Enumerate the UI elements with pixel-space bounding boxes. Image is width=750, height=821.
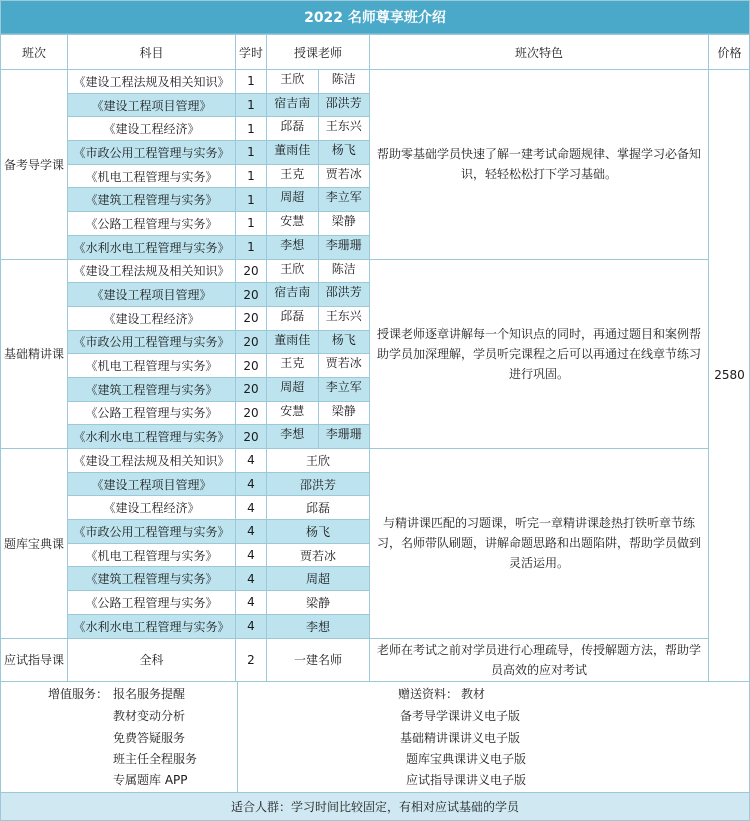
teacher-cell [267,377,370,401]
teacher-cell [267,93,370,117]
teacher-cell [267,401,370,425]
service-item: 班主任全程服务 [113,752,198,766]
gift-item: 题库宝典课讲义电子版 [406,752,527,766]
teacher-cell [267,330,370,354]
hours-cell: 1 [236,117,267,141]
hours-cell: 1 [236,188,267,212]
subject-cell: 《建筑工程管理与实务》 [68,567,236,591]
hours-cell: 1 [236,141,267,165]
subject-cell: 《水利水电工程管理与实务》 [68,235,236,259]
extras-section [0,682,750,792]
teacher-cell [267,354,370,378]
hours-cell: 1 [236,212,267,236]
teacher-cell: 邵洪芳 [267,472,370,496]
teacher-pair [267,236,369,259]
hours-cell: 1 [236,70,267,94]
subject-cell: 全科 [68,638,236,681]
gift-item: 基础精讲课讲义电子版 [400,731,521,745]
gift-item: 备考导学课讲义电子版 [400,709,521,723]
subject-cell: 《市政公用工程管理与实务》 [68,520,236,544]
teacher-pair [267,260,369,283]
teacher-cell: 一建名师 [267,638,370,681]
hours-cell: 4 [236,520,267,544]
extras-divider [237,682,238,792]
class-features: 授课老师逐章讲解每一个知识点的同时，再通过题目和案例帮助学员加深理解，学员听完课程之后可以再通过在线章节练习进行巩固。 [370,259,709,449]
subject-cell: 《建设工程项目管理》 [68,283,236,307]
teacher-name: 王克 [280,166,305,181]
class-features: 老师在考试之前对学员进行心理疏导，传授解题方法，帮助学员高效的应对考试 [370,638,709,681]
teacher-pair [267,378,369,401]
hours-cell: 1 [236,235,267,259]
hours-cell: 1 [236,93,267,117]
gift-item: 教材 [461,687,486,701]
teacher-name: 李立军 [318,378,370,401]
table-row [1,70,750,94]
teacher-cell [267,141,370,165]
page-title: 2022 名师尊享班介绍 [0,0,750,34]
teacher-pair [267,283,369,306]
subject-cell: 《公路工程管理与实务》 [68,212,236,236]
hours-cell: 4 [236,543,267,567]
teacher-cell [267,188,370,212]
service-item: 教材变动分析 [113,709,186,723]
subject-cell: 《建设工程经济》 [68,496,236,520]
teacher-cell: 李想 [267,614,370,638]
teacher-name: 邱磊 [280,119,305,134]
subject-cell: 《水利水电工程管理与实务》 [68,614,236,638]
teacher-cell [267,70,370,94]
teacher-pair [267,212,369,235]
teacher-cell [267,164,370,188]
hours-cell: 20 [236,283,267,307]
hours-cell: 4 [236,496,267,520]
service-item: 免费答疑服务 [113,731,186,745]
subject-cell: 《市政公用工程管理与实务》 [68,141,236,165]
teacher-name: 邵洪芳 [318,283,370,306]
subject-cell: 《建设工程经济》 [68,306,236,330]
teacher-name: 邱磊 [280,308,305,323]
class-name: 题库宝典课 [1,449,68,639]
teacher-name: 王欣 [280,72,305,86]
header-hours: 学时 [236,35,267,70]
teacher-name: 杨飞 [318,331,370,354]
teacher-name: 王克 [280,356,305,371]
hours-cell: 20 [236,259,267,283]
teacher-name: 杨飞 [318,141,370,164]
teacher-cell [267,306,370,330]
teacher-name: 李珊珊 [318,236,370,259]
hours-cell: 2 [236,638,267,681]
hours-cell: 20 [236,354,267,378]
teacher-pair [267,354,369,377]
teacher-name: 宿吉南 [274,285,311,300]
hours-cell: 20 [236,306,267,330]
gift-item: 应试指导课讲义电子版 [406,773,527,787]
teacher-name: 李想 [280,237,305,252]
hours-cell: 4 [236,614,267,638]
hours-cell: 20 [236,330,267,354]
subject-cell: 《建筑工程管理与实务》 [68,188,236,212]
header-price: 价格 [709,35,750,70]
service-item: 专属题库 APP [113,773,188,787]
teacher-name: 梁静 [318,402,370,425]
class-name: 基础精讲课 [1,259,68,449]
table-header [1,35,750,70]
subject-cell: 《市政公用工程管理与实务》 [68,330,236,354]
subject-cell: 《建设工程法规及相关知识》 [68,70,236,94]
teacher-name: 董雨佳 [274,143,311,158]
teacher-cell [267,212,370,236]
hours-cell: 4 [236,591,267,615]
teacher-name: 王欣 [280,261,305,276]
teacher-cell: 王欣 [267,449,370,473]
teacher-name: 李想 [280,427,305,442]
teacher-name: 安慧 [280,403,305,418]
header-class: 班次 [1,35,68,70]
teacher-pair [267,70,369,93]
subject-cell: 《机电工程管理与实务》 [68,164,236,188]
subject-cell: 《建设工程法规及相关知识》 [68,259,236,283]
teacher-name: 王东兴 [318,307,370,330]
price-value: 2580 [709,70,750,682]
teacher-cell [267,117,370,141]
teacher-name: 周超 [280,190,305,205]
teacher-cell [267,259,370,283]
class-features: 与精讲课匹配的习题课，听完一章精讲课趁热打铁听章节练习，名师带队刷题，讲解命题思路和出题陷阱，帮助学员做到灵活运用。 [370,449,709,639]
teacher-name: 梁静 [318,212,370,235]
teacher-name: 贾若冰 [318,165,370,188]
table-row [1,449,750,473]
teacher-cell: 贾若冰 [267,543,370,567]
teacher-cell [267,283,370,307]
table-row [1,259,750,283]
hours-cell: 20 [236,425,267,449]
teacher-pair [267,425,369,448]
teacher-name: 陈洁 [318,260,370,283]
course-table [0,34,750,682]
teacher-name: 安慧 [280,214,305,229]
teacher-name: 邵洪芳 [318,94,370,117]
header-subject: 科目 [68,35,236,70]
subject-cell: 《建设工程法规及相关知识》 [68,449,236,473]
hours-cell: 20 [236,401,267,425]
teacher-pair [267,141,369,164]
teacher-pair [267,94,369,117]
header-features: 班次特色 [370,35,709,70]
hours-cell: 4 [236,472,267,496]
teacher-name: 李立军 [318,188,370,211]
table-row-exam [1,638,750,681]
teacher-pair [267,117,369,140]
teacher-name: 宿吉南 [274,95,311,110]
class-features: 帮助零基础学员快速了解一建考试命题规律、掌握学习必备知识，轻轻松松打下学习基础。 [370,70,709,260]
subject-cell: 《建筑工程管理与实务》 [68,377,236,401]
hours-cell: 1 [236,164,267,188]
teacher-pair [267,307,369,330]
subject-cell: 《水利水电工程管理与实务》 [68,425,236,449]
header-teacher: 授课老师 [267,35,370,70]
gifts-label: 赠送资料： [398,687,459,701]
class-name: 应试指导课 [1,638,68,681]
subject-cell: 《建设工程项目管理》 [68,93,236,117]
teacher-name: 董雨佳 [274,332,311,347]
hours-cell: 4 [236,567,267,591]
teacher-cell [267,425,370,449]
teacher-pair [267,331,369,354]
teacher-cell [267,235,370,259]
teacher-name: 李珊珊 [318,425,370,448]
teacher-pair [267,165,369,188]
teacher-cell: 邱磊 [267,496,370,520]
services-label: 增值服务： [48,687,109,701]
teacher-name: 贾若冰 [318,354,370,377]
subject-cell: 《建设工程项目管理》 [68,472,236,496]
subject-cell: 《公路工程管理与实务》 [68,401,236,425]
subject-cell: 《机电工程管理与实务》 [68,354,236,378]
teacher-name: 周超 [280,379,305,394]
teacher-pair [267,402,369,425]
teacher-name: 陈洁 [318,70,370,93]
subject-cell: 《建设工程经济》 [68,117,236,141]
teacher-cell: 周超 [267,567,370,591]
hours-cell: 20 [236,377,267,401]
class-name: 备考导学课 [1,70,68,260]
service-item: 报名服务提醒 [113,687,186,701]
subject-cell: 《公路工程管理与实务》 [68,591,236,615]
teacher-cell: 杨飞 [267,520,370,544]
teacher-name: 王东兴 [318,117,370,140]
teacher-cell: 梁静 [267,591,370,615]
subject-cell: 《机电工程管理与实务》 [68,543,236,567]
hours-cell: 4 [236,449,267,473]
target-audience: 适合人群：学习时间比较固定，有相对应试基础的学员 [0,792,750,821]
teacher-pair [267,188,369,211]
